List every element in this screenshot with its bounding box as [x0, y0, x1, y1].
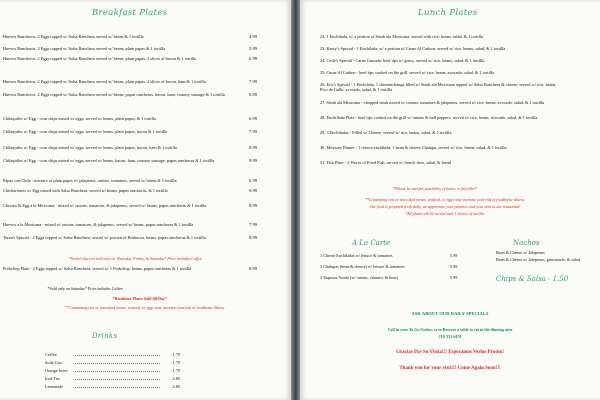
page-gutter — [291, 0, 300, 400]
chips-price: 1.50 — [552, 275, 569, 283]
breakfast-item: Porkchop Plate - 2 Eggs topped w/ Salsa Ranchera, served w/ 1 Porkchop, beans, papas rancheras & 1 tortilla — [3, 266, 192, 271]
drink-row — [45, 376, 180, 381]
breakfast-item-price: 8.99 — [249, 266, 258, 271]
lunch-item: 24. Cody's Special - Carne Guisada: beef tips w/ gravy, served w/ rice, beans, salad, & 1 tortilla — [320, 58, 485, 63]
breakfast-item-price: 4.99 — [249, 34, 258, 39]
dot-leader — [75, 363, 160, 364]
nachos-title: Nachos — [513, 239, 540, 247]
all-day-note: *Breakfast Plates Sold All Day* — [112, 296, 168, 301]
breakfast-item: Huevos Rancheros, 2 Eggs topped w/ Salsa Ranchera served w/ beans & 1 tortilla — [3, 34, 144, 39]
a-la-carte-price: 5.99 — [450, 253, 458, 258]
chips-title — [496, 275, 568, 283]
breakfast-menu-page — [0, 0, 291, 400]
porkchop-note: *Sold only on Saturday* Price includes Coffee — [47, 286, 123, 291]
drink-row — [45, 384, 180, 389]
drink-price: 1.79 — [172, 360, 180, 365]
a-la-carte-item: 3 Taquitos Azada (w/ onions, cilantro, & lime) — [320, 275, 398, 280]
drink-name: Iced Tea — [45, 376, 60, 381]
drink-name: Coffee — [45, 352, 57, 357]
chips-price-separator: - — [548, 275, 553, 283]
breakfast-item: Huevos Rancheros, 2 Eggs topped w/ Salsa Ranchera served w/ beans, plain papas, 2 slices of bacon, ham & 1 tortilla — [3, 79, 206, 84]
lunch-menu-page — [300, 0, 600, 400]
breakfast-title: Breakfast Plates — [92, 8, 168, 18]
lunch-item: 27. Steak ala Mexicana - chopped steak mixed w/ onions, tomatoes & jalapenos, served w/ rice, beans, avocado, salad, & 1 tortilla — [320, 100, 545, 105]
dot-leader — [75, 387, 160, 388]
a-la-carte-item: 1 Cheese Enchiladas w/ lettuce & tomatoes — [320, 253, 393, 258]
breakfast-item: Chorizo & Egg a la Mexicana - mixed w/ onions, tomatoes, & jalapenos, served w/ beans, papas rancheras & 1 tortilla — [3, 203, 207, 208]
breakfast-item: Chilaquiles w/ Egg - corn chips mixed w/ eggs, served w/ beans, plain papas, bacon, ham & 1 tortilla — [3, 145, 177, 150]
drink-name: Soda Can — [45, 360, 62, 365]
thanks-note: Thank you for your visit!!! Come Again Soon!!! — [399, 366, 501, 371]
breakfast-item-price: 8.99 — [249, 145, 258, 150]
chips-label: Chips & Salsa — [496, 275, 546, 283]
drink-price: 1.79 — [172, 352, 180, 357]
dot-leader — [75, 379, 160, 380]
lunch-item: 23. Kassy's Special - 1 Enchilada, w/ a portion of Carne Al Carbon, served w/ rice, beans, salad, & 1 tortilla — [320, 46, 506, 51]
breakfast-item: Huevos Rancheros, 2 Eggs topped w/ Salsa Ranchera served w/ beans, papas rancheras, bacon, ham, country sausage & 1 tortilla — [3, 92, 225, 97]
breakfast-item-price: 6.99 — [249, 56, 258, 61]
breakfast-item-price: 8.99 — [249, 235, 258, 240]
nachos-item-2: Bean & Cheese w/ Jalapenos, guacamole, & salad — [496, 257, 580, 262]
left-warning: **Consuming raw or uncooked meats, seafood, or eggs may increase your risk of foodborne illness. — [64, 305, 226, 310]
drink-price: 2.85 — [172, 384, 180, 389]
dot-leader — [75, 371, 160, 372]
breakfast-item-price: 5.99 — [249, 46, 258, 51]
right-warning-3: *All plates will be served with 1 choice of tortilla. — [405, 211, 485, 216]
a-la-carte-price: 5.99 — [450, 275, 458, 280]
right-warning-2: Our food is prepared fresh daily, we appreciate your patience and your visit to our restaurant! — [369, 204, 521, 209]
drink-row — [45, 360, 180, 365]
lunch-item: 25. Carne Al Carbon - beef tips cooked on the grill, served w/ rice, beans, avocado, salad, & 1 tortilla — [320, 70, 495, 75]
breakfast-item: Papas con Chile - mixture of plain papas w/ jalapenos, onions, tomatoes, served w/ beans & 1 tortilla — [3, 178, 177, 183]
breakfast-item: Chicharrones w/ Egg mixed with Salsa Ranchera, served w/ beans, papas rancheras, & 1 tortilla — [3, 188, 168, 193]
breakfast-item: Chilaquiles w/ Egg - corn chips mixed w/ eggs, served w/ beans, bacon, ham, country sausage, papas rancheras & 1 tortilla — [3, 158, 215, 163]
drink-name: Orange Juice — [45, 368, 68, 373]
lunch-item: 29. 3 Enchiladas - Filled w/ Cheese, served w/ rice, beans, salad, & 1 tortilla — [320, 130, 452, 135]
teran-note: *Teran's Special sold only on Thursday, Friday, & Saturday* Price includes Coffee — [68, 256, 202, 261]
gracias-note: Gracias Por Su Visita!!! Esperamos Verlos Pronto! — [396, 350, 504, 355]
breakfast-item-price: 7.99 — [249, 129, 258, 134]
drink-row — [45, 352, 180, 357]
daily-specials: ASK ABOUT OUR DAILY SPECIALS — [411, 311, 489, 316]
breakfast-item: Chilaquiles w/ Egg - corn chips mixed w/ eggs, served w/ beans, plain papas, bacon & 1 tortilla — [3, 129, 168, 134]
breakfast-item-price: 9.99 — [249, 188, 258, 193]
a-la-carte-item: 3 Chalupas (bean & cheese) w/ lettuce & tomatoes — [320, 264, 405, 269]
phone-number: 210-333-6470 — [438, 334, 462, 339]
drink-name: Lemonade — [45, 384, 64, 389]
breakfast-item-price: 6.99 — [249, 178, 258, 183]
right-warning-1: **Consuming raw or uncooked meats, seafood, or eggs may increase your risk of foodborne illness. — [364, 197, 526, 202]
lunch-item: 31. Fish Plate - 2 Pieces of Fried Fish, served w/ french fries, salad, & bread — [320, 160, 452, 165]
drinks-title: Drinks — [92, 332, 118, 340]
lunch-item: 22. 1 Enchilada, w/ a portion of Steak ala Mexicana, served with rice, beans, salad, & 1 tortilla — [320, 34, 483, 39]
breakfast-item-price: 9.99 — [249, 158, 258, 163]
breakfast-item: Huevos Rancheros, 2 Eggs topped w/ Salsa Ranchera served w/ beans, plain papas, 2 slices of bacon & 1 tortilla — [3, 56, 197, 61]
breakfast-item: Chilaquiles w/ Egg - corn chips mixed w/ eggs, served w/ beans, plain papas, & 1 tortilla — [3, 116, 156, 121]
breakfast-item-price: 6.99 — [249, 116, 258, 121]
breakfast-item-price: 7.99 — [249, 222, 258, 227]
breakfast-item-price: 8.99 — [249, 203, 258, 208]
a-la-carte-title: A La Carte — [352, 239, 391, 247]
dot-leader — [75, 355, 160, 356]
lunch-item: 28. Enchillada Plate - beef tips cooked on the grill w/ onions & bell peppers, served w/ rice, beans, avocado, salad, & 1 tortilla — [320, 115, 538, 120]
call-in-note: Call in your To Go Orders or to Reserve a table to eat in the dinning area — [387, 327, 513, 332]
breakfast-item-price: 8.99 — [249, 92, 258, 97]
drink-price: 1.79 — [172, 368, 180, 373]
nachos-item-1: Bean & Cheese w/ Jalapenos — [496, 250, 545, 255]
breakfast-item: Huevos a la Mexicana - mixed w/ onions, tomatoes, & jalapenos, served w/ beans, papas rancheras & 1 tortilla — [3, 222, 194, 227]
drink-price: 2.85 — [172, 376, 180, 381]
fish-note: *Please be careful, possibility of bones in fish fillet* — [393, 186, 477, 191]
breakfast-item: Teran's Special - 2 Eggs topped w/ Salsa Ranchera, served w/ portion of Barbacoa, beans, papas rancheras & 1 tortilla — [3, 235, 206, 240]
lunch-title: Lunch Plates — [418, 8, 478, 18]
drink-row — [45, 368, 180, 373]
lunch-item: 26. Eric's Special - 1 Enchilada, 1 chimmichanga filled w/ Steak ala Mexicana topped w/ Salsa Ranchera & cheese, served w/ rice, beans, Pico de Gallo, avocado, salad, & 1 tortilla — [320, 82, 557, 92]
a-la-carte-price: 5.99 — [450, 264, 458, 269]
lunch-item: 30. Mexican Dinner - 1 cheese enchilada, 1 bean & cheese Chalupa, served w/ rice, beans, salad, & 1 tortilla — [320, 145, 507, 150]
breakfast-item: Huevos Rancheros, 2 Eggs topped w/ Salsa Ranchera served w/ beans, plain papas & 1 tortilla — [3, 46, 166, 51]
breakfast-item-price: 7.99 — [249, 79, 258, 84]
